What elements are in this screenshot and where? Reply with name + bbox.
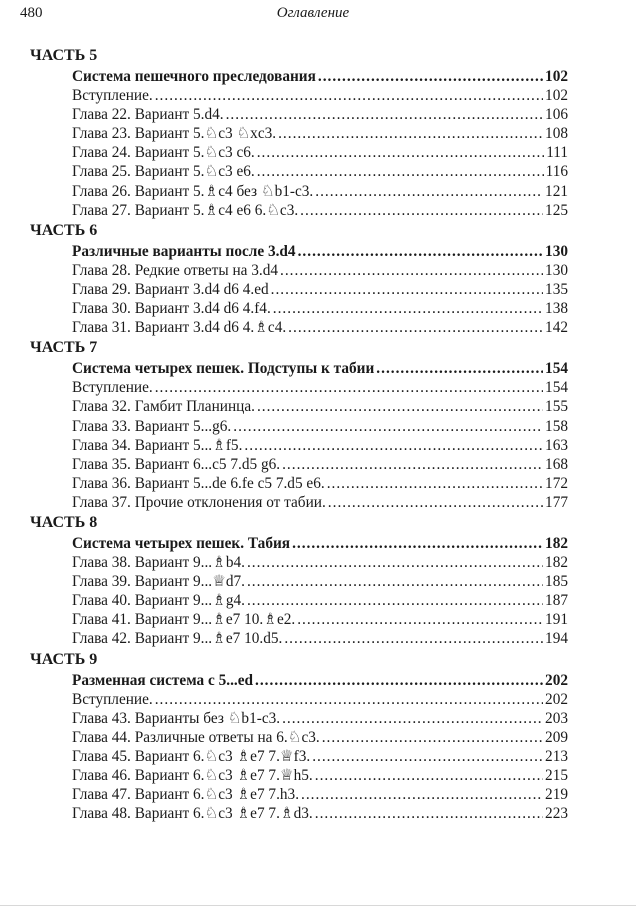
dot-leader <box>226 105 543 124</box>
toc-page-number: 130 <box>545 242 568 260</box>
toc-entry[interactable] <box>34 143 568 162</box>
toc-page-number: 215 <box>545 767 568 784</box>
toc-page-number: 108 <box>545 125 568 143</box>
toc-entry-label: Глава 25. Вариант 5.♘c3 e6. <box>72 163 255 181</box>
toc-page-number: 163 <box>545 436 568 454</box>
toc-entry[interactable] <box>34 610 568 629</box>
dot-leader <box>257 397 543 416</box>
toc-page-number: 106 <box>545 106 568 124</box>
part-heading: ЧАСТЬ 6 <box>30 221 98 239</box>
toc-entry[interactable] <box>34 728 568 747</box>
dot-leader <box>284 629 543 648</box>
toc-entry-label: Глава 28. Редкие ответы на 3.d4 <box>72 261 279 279</box>
toc-section-title[interactable] <box>34 242 568 261</box>
toc-page-number: 102 <box>545 87 568 105</box>
toc-entry[interactable] <box>34 162 568 181</box>
dot-leader <box>257 162 544 181</box>
toc-entry-label: Вступление. <box>72 87 153 105</box>
toc-page-number: 203 <box>545 709 568 727</box>
toc-entry[interactable] <box>34 417 568 436</box>
toc-page-number: 202 <box>545 690 568 708</box>
dot-leader <box>247 591 543 610</box>
part-heading: ЧАСТЬ 9 <box>30 650 98 668</box>
toc-section-title[interactable] <box>34 359 568 378</box>
toc-entry-label: Глава 42. Вариант 9...♗e7 10.d5. <box>72 630 283 648</box>
toc-page-number: 209 <box>545 728 568 746</box>
toc-page-number: 187 <box>545 592 568 610</box>
toc-entry-label: Глава 29. Вариант 3.d4 d6 4.ed <box>72 280 269 298</box>
toc-entry-label: Система пешечного преследования <box>72 68 316 85</box>
toc-entry-label: Глава 22. Вариант 5.d4. <box>72 106 224 124</box>
dot-leader <box>271 280 543 299</box>
toc-entry[interactable] <box>34 766 568 785</box>
toc-entry[interactable] <box>34 436 568 455</box>
toc-entry-label: Глава 34. Вариант 5...♗f5. <box>72 436 243 454</box>
dot-leader <box>255 671 543 690</box>
toc-entry[interactable] <box>34 591 568 610</box>
toc-entry-label: Разменная система с 5...ed <box>72 671 254 689</box>
dot-leader <box>298 242 543 261</box>
toc-entry-label: Система четырех пешек. Подступы к табии <box>72 360 375 378</box>
toc-section-title[interactable] <box>34 67 568 86</box>
toc-page-number: 185 <box>545 573 568 591</box>
toc-page-number: 182 <box>545 534 568 552</box>
toc-page-number: 172 <box>545 474 568 492</box>
toc-entry[interactable] <box>34 572 568 591</box>
dot-leader <box>282 709 543 728</box>
toc-entry[interactable] <box>34 690 568 709</box>
toc-page-number: 138 <box>545 300 568 318</box>
dot-leader <box>301 785 543 804</box>
toc-page-number: 142 <box>545 319 568 337</box>
toc-entry-label: Глава 41. Вариант 9...♗e7 10.♗e2. <box>72 611 296 629</box>
toc-page-number: 194 <box>545 630 568 648</box>
toc-entry[interactable] <box>34 455 568 474</box>
toc-entry-label: Глава 44. Различные ответы на 6.♘c3. <box>72 728 320 746</box>
page-bottom-edge <box>0 905 636 906</box>
part-heading: ЧАСТЬ 5 <box>30 47 98 64</box>
toc-page-number: 182 <box>545 554 568 572</box>
toc-page-number: 177 <box>545 493 568 511</box>
toc-entry-label: Глава 30. Вариант 3.d4 d6 4.f4. <box>72 300 271 318</box>
toc-page-number: 168 <box>545 455 568 473</box>
toc-page-number: 191 <box>545 611 568 629</box>
toc-entry-label: Глава 37. Прочие отклонения от табии. <box>72 493 326 511</box>
dot-leader <box>297 610 543 629</box>
toc-entry-label: Глава 23. Вариант 5.♘c3 ♘xc3. <box>72 125 277 143</box>
dot-leader <box>292 534 543 553</box>
toc-entry[interactable] <box>34 804 568 823</box>
dot-leader <box>328 493 543 512</box>
toc-entry-label: Глава 46. Вариант 6.♘c3 ♗e7 7.♕h5. <box>72 767 313 784</box>
toc-entry[interactable] <box>34 747 568 766</box>
toc-entry-label: Глава 24. Вариант 5.♘c3 c6. <box>72 144 255 162</box>
toc-entry-label: Глава 26. Вариант 5.♗c4 без ♘b1-c3. <box>72 182 314 200</box>
dot-leader <box>257 143 544 162</box>
toc-entry-label: Вступление. <box>72 379 153 397</box>
toc-entry[interactable] <box>34 378 568 397</box>
dot-leader <box>315 804 543 823</box>
toc-entry-label: Глава 33. Вариант 5...g6. <box>72 417 232 435</box>
toc-page-number: 125 <box>545 201 568 219</box>
table-of-contents <box>30 45 568 823</box>
toc-entry[interactable] <box>34 182 568 201</box>
toc-page-number: 154 <box>545 360 568 378</box>
dot-leader <box>247 553 543 572</box>
toc-entry-label: Глава 32. Гамбит Планинца. <box>72 398 255 416</box>
dot-leader <box>244 436 543 455</box>
toc-page-number: 202 <box>545 671 568 689</box>
running-title: Оглавление <box>276 5 350 21</box>
toc-entry-label: Глава 35. Вариант 6...c5 7.d5 g6. <box>72 455 281 473</box>
toc-page-number: 213 <box>545 747 568 765</box>
toc-entry-label: Вступление. <box>72 690 153 708</box>
toc-page-number: 121 <box>545 182 568 200</box>
toc-page-number: 219 <box>545 786 568 804</box>
toc-entry-label: Различные варианты после 3.d4 <box>72 242 296 260</box>
toc-page-number: 130 <box>545 261 568 279</box>
toc-section-title[interactable] <box>34 671 568 690</box>
toc-entry[interactable] <box>34 709 568 728</box>
toc-entry[interactable] <box>34 493 568 512</box>
toc-entry[interactable] <box>34 785 568 804</box>
toc-page-number: 102 <box>545 68 568 85</box>
toc-entry-label: Глава 39. Вариант 9...♕d7. <box>72 573 245 591</box>
dot-leader <box>282 455 543 474</box>
dot-leader <box>278 124 543 143</box>
dot-leader <box>315 182 543 201</box>
page-number: 480 <box>20 5 43 21</box>
dot-leader <box>318 67 543 86</box>
toc-entry[interactable] <box>34 261 568 280</box>
toc-entry[interactable] <box>34 124 568 143</box>
dot-leader <box>155 690 543 709</box>
toc-entry[interactable] <box>34 474 568 493</box>
dot-leader <box>312 747 543 766</box>
toc-entry-label: Глава 38. Вариант 9...♗b4. <box>72 554 245 572</box>
toc-entry[interactable] <box>34 397 568 416</box>
page-header <box>20 0 606 26</box>
toc-page-number: 154 <box>545 379 568 397</box>
toc-entry-label: Глава 36. Вариант 5...de 6.fe c5 7.d5 e6. <box>72 474 325 492</box>
toc-entry[interactable] <box>34 299 568 318</box>
dot-leader <box>322 728 543 747</box>
toc-entry-label: Глава 48. Вариант 6.♘c3 ♗e7 7.♗d3. <box>72 805 313 823</box>
dot-leader <box>155 86 543 105</box>
toc-page-number: 111 <box>546 144 568 162</box>
toc-entry-label: Глава 43. Варианты без ♘b1-c3. <box>72 709 281 727</box>
dot-leader <box>327 474 543 493</box>
toc-page-number: 223 <box>545 805 568 823</box>
toc-entry[interactable] <box>34 553 568 572</box>
dot-leader <box>247 572 543 591</box>
toc-entry-label: Глава 27. Вариант 5.♗c4 e6 6.♘c3. <box>72 201 299 219</box>
part-heading: ЧАСТЬ 7 <box>30 339 98 357</box>
dot-leader <box>155 378 543 397</box>
toc-entry-label: Глава 45. Вариант 6.♘c3 ♗e7 7.♕f3. <box>72 747 311 765</box>
part-heading: ЧАСТЬ 8 <box>30 513 98 531</box>
dot-leader <box>280 261 543 280</box>
dot-leader <box>273 299 543 318</box>
toc-entry[interactable] <box>34 280 568 299</box>
toc-entry[interactable] <box>34 105 568 124</box>
toc-entry-label: Глава 47. Вариант 6.♘c3 ♗e7 7.h3. <box>72 786 300 804</box>
toc-entry[interactable] <box>34 201 568 220</box>
toc-entry-label: Глава 40. Вариант 9...♗g4. <box>72 592 245 610</box>
dot-leader <box>233 417 543 436</box>
dot-leader <box>315 766 543 785</box>
dot-leader <box>376 359 543 378</box>
toc-entry[interactable] <box>34 86 568 105</box>
toc-entry-label: Система четырех пешек. Табия <box>72 534 291 552</box>
dot-leader <box>288 318 543 337</box>
toc-entry[interactable] <box>34 318 568 337</box>
toc-section-title[interactable] <box>34 534 568 553</box>
dot-leader <box>300 201 543 220</box>
toc-entry[interactable] <box>34 629 568 648</box>
toc-page-number: 155 <box>545 398 568 416</box>
toc-page-number: 158 <box>545 417 568 435</box>
toc-page-number: 116 <box>545 163 568 181</box>
toc-entry-label: Глава 31. Вариант 3.d4 d6 4.♗c4. <box>72 319 287 337</box>
toc-page-number: 135 <box>545 280 568 298</box>
